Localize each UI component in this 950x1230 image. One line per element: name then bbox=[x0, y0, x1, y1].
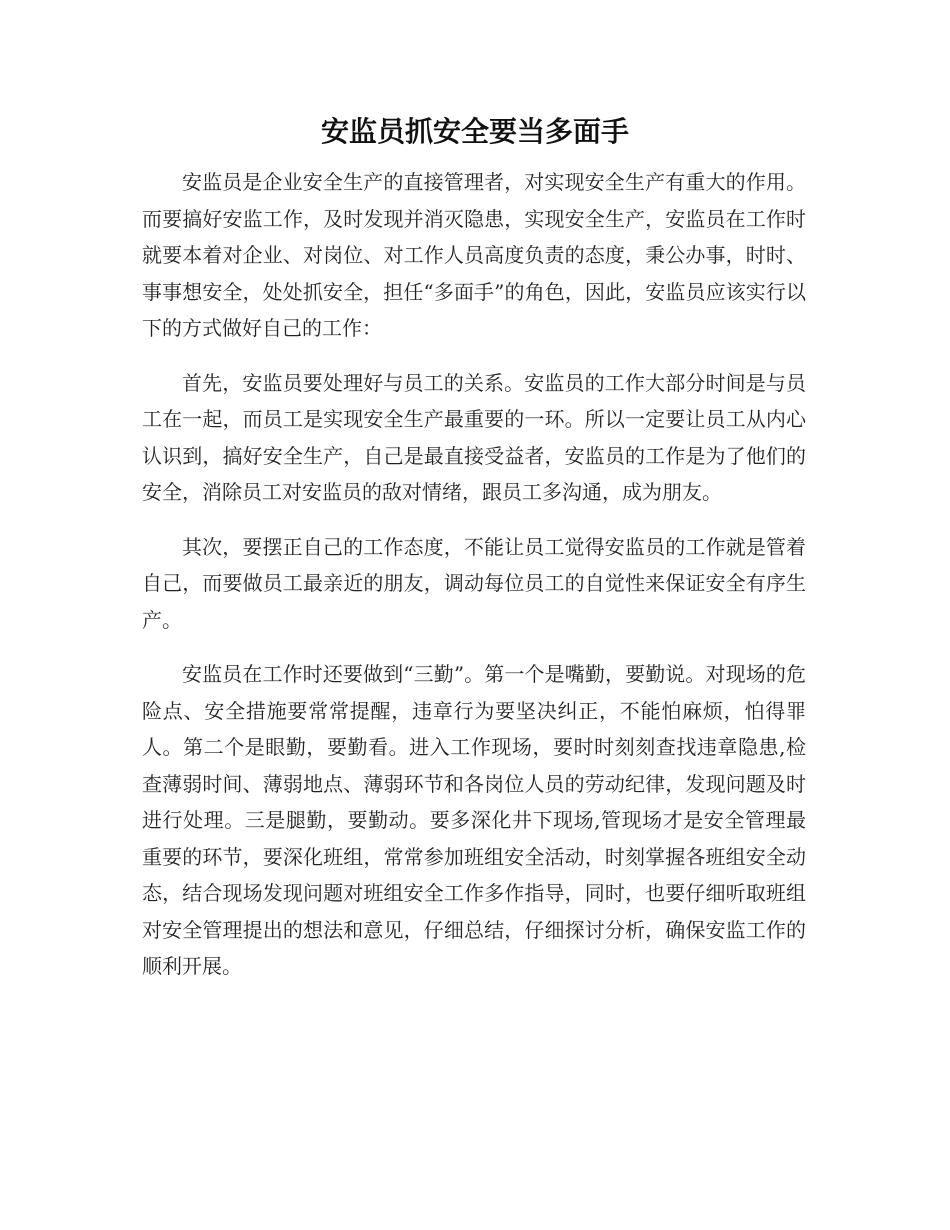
paragraph-intro: 安监员是企业安全生产的直接管理者，对实现安全生产有重大的作用。而要搞好安监工作，及时发现并消灭隐患，实现安全生产，安监员在工作时就要本着对企业、对岗位、对工作人员高度负责的态度，秉公办事，时时、事事想安全，处处抓安全，担任“多面手”的角色，因此，安监员应该实行以下的方式做好自己的工作： bbox=[142, 170, 806, 340]
paragraph-first-point: 首先，安监员要处理好与员工的关系。安监员的工作大部分时间是与员工在一起，而员工是实现安全生产最重要的一环。所以一定要让员工从内心认识到，搞好安全生产，自己是最直接受益者，安监员的工作是为了他们的安全，消除员工对安监员的敌对情绪，跟员工多沟通，成为朋友。 bbox=[142, 370, 806, 504]
paragraph-second-point: 其次，要摆正自己的工作态度，不能让员工觉得安监员的工作就是管着自己，而要做员工最亲近的朋友，调动每位员工的自觉性来保证安全有序生产。 bbox=[142, 534, 806, 632]
document-title: 安监员抓安全要当多面手 bbox=[320, 115, 629, 148]
paragraph-three-diligences: 安监员在工作时还要做到“三勤”。第一个是嘴勤，要勤说。对现场的危险点、安全措施要常常提醒，违章行为要坚决纠正，不能怕麻烦，怕得罪人。第二个是眼勤，要勤看。进入工作现场，要时时刻刻查找违章隐患,检查薄弱时间、薄弱地点、薄弱环节和各岗位人员的劳动纪律，发现问题及时进行处理。三是腿勤，要勤动。要多深化井下现场,管现场才是安全管理最重要的环节，要深化班组，常常参加班组安全活动，时刻掌握各班组安全动态，结合现场发现问题对班组安全工作多作指导，同时，也要仔细听取班组对安全管理提出的想法和意见，仔细总结，仔细探讨分析，确保安监工作的顺利开展。 bbox=[142, 662, 806, 978]
document-body bbox=[142, 164, 806, 1003]
